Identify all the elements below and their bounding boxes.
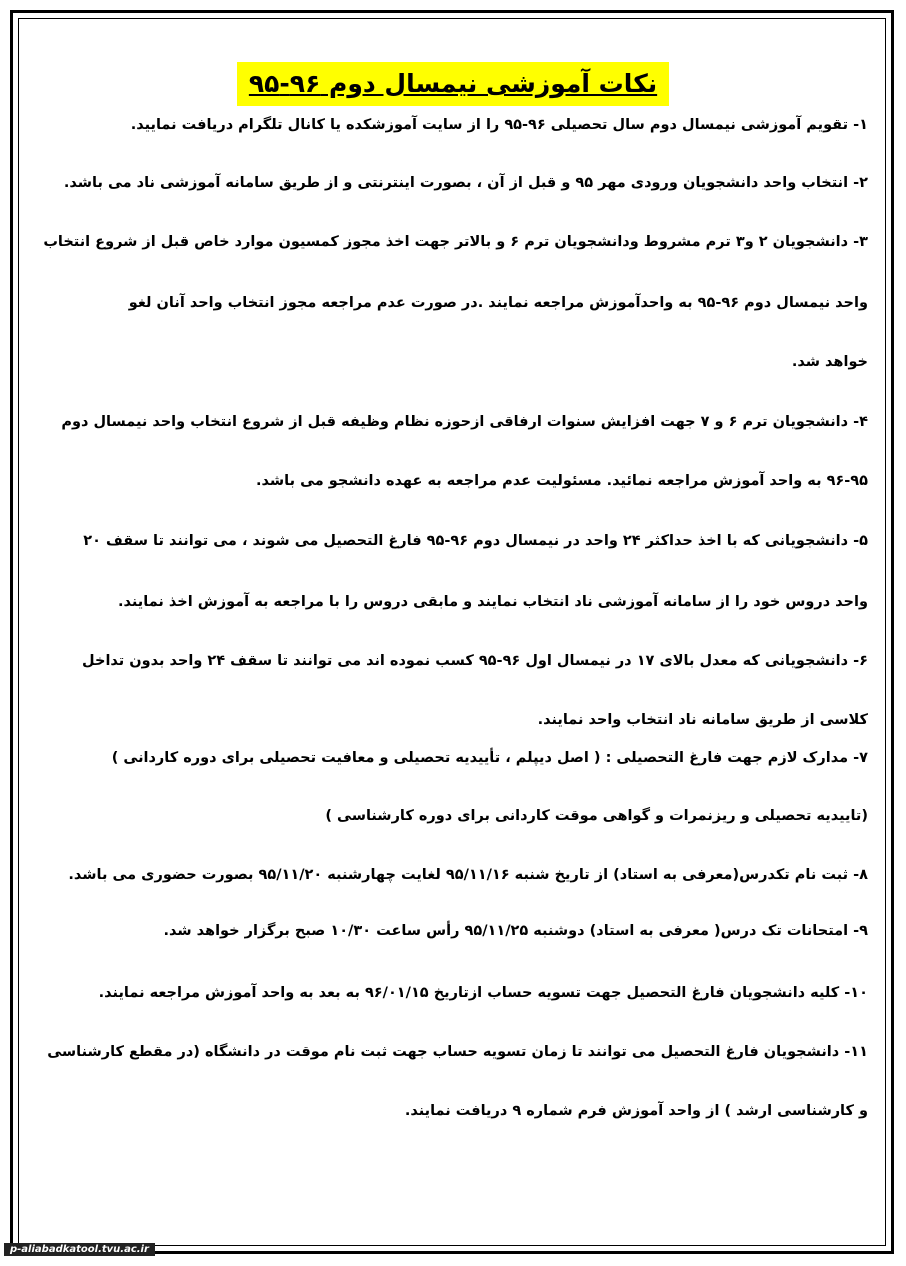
notice-line: ۱۰- کلیه دانشجویان فارغ التحصیل جهت تسویه حساب ازتاریخ ۹۶/۰۱/۱۵ به بعد به واحد آموزش مراجعه نمایند. — [98, 985, 868, 1001]
notice-line: ۸- ثبت نام تکدرس(معرفی به استاد) از تاریخ شنبه ۹۵/۱۱/۱۶ لغایت چهارشنبه ۹۵/۱۱/۲۰ بصورت حضوری می باشد. — [68, 867, 868, 883]
notice-line: ۹۶-۹۵ به واحد آموزش مراجعه نمائید. مسئولیت عدم مراجعه به عهده دانشجو می باشد. — [256, 473, 868, 489]
notice-line: ۴- دانشجویان ترم ۶ و ۷ جهت افزایش سنوات ارفاقی ازحوزه نظام وظیفه قبل از شروع انتخاب واحد نیمسال دوم — [61, 414, 868, 430]
notice-line: ۲- انتخاب واحد دانشجویان ورودی مهر ۹۵ و قبل از آن ، بصورت اینترنتی و از طریق سامانه آموزشی ناد می باشد. — [63, 175, 868, 191]
title-container — [0, 62, 906, 106]
notice-line: واحد نیمسال دوم ۹۶-۹۵ به واحدآموزش مراجعه نمایند .در صورت عدم مراجعه مجوز انتخاب واحد آنان لغو — [128, 295, 868, 311]
notice-line: کلاسی از طریق سامانه ناد انتخاب واحد نمایند. — [537, 712, 868, 728]
page-title: نکات آموزشی نیمسال دوم ۹۶-۹۵ — [237, 62, 669, 106]
notice-line: واحد دروس خود را از سامانه آموزشی ناد انتخاب نمایند و مابقی دروس را با مراجعه به آموزش اخذ نمایند. — [118, 594, 868, 610]
notice-line: ۱۱- دانشجویان فارغ التحصیل می توانند تا زمان تسویه حساب جهت ثبت نام موقت در دانشگاه (در مقطع کارشناسی — [47, 1044, 868, 1060]
notice-line: ۶- دانشجویانی که معدل بالای ۱۷ در نیمسال اول ۹۶-۹۵ کسب نموده اند می توانند تا سقف ۲۴ واحد بدون تداخل — [82, 653, 868, 669]
notice-line: و کارشناسی ارشد ) از واحد آموزش فرم شماره ۹ دریافت نمایند. — [404, 1103, 868, 1119]
notice-line: خواهد شد. — [791, 354, 868, 370]
notice-line: ۳- دانشجویان ۲ و۳ ترم مشروط ودانشجویان ترم ۶ و بالاتر جهت اخذ مجوز کمسیون موارد خاص قبل از شروع انتخاب — [43, 234, 868, 250]
notice-line: ۱- تقویم آموزشی نیمسال دوم سال تحصیلی ۹۶-۹۵ را از سایت آموزشکده یا کانال تلگرام دریافت نمایید. — [130, 117, 868, 133]
notice-line: (تاییدیه تحصیلی و ریزنمرات و گواهی موقت کاردانی برای دوره کارشناسی ) — [325, 808, 868, 824]
notice-line: ۵- دانشجویانی که با اخذ حداکثر ۲۴ واحد در نیمسال دوم ۹۶-۹۵ فارغ التحصیل می شوند ، می توانند تا سقف ۲۰ — [83, 533, 868, 549]
site-watermark: p-aliabadkatool.tvu.ac.ir — [4, 1243, 155, 1256]
notice-line: ۹- امتحانات تک درس( معرفی به استاد) دوشنبه ۹۵/۱۱/۲۵ رأس ساعت ۱۰/۳۰ صبح برگزار خواهد شد. — [163, 923, 868, 939]
notice-line: ۷- مدارک لازم جهت فارغ التحصیلی : ( اصل دیپلم ، تأییدیه تحصیلی و معافیت تحصیلی برای دوره کاردانی ) — [111, 750, 868, 766]
